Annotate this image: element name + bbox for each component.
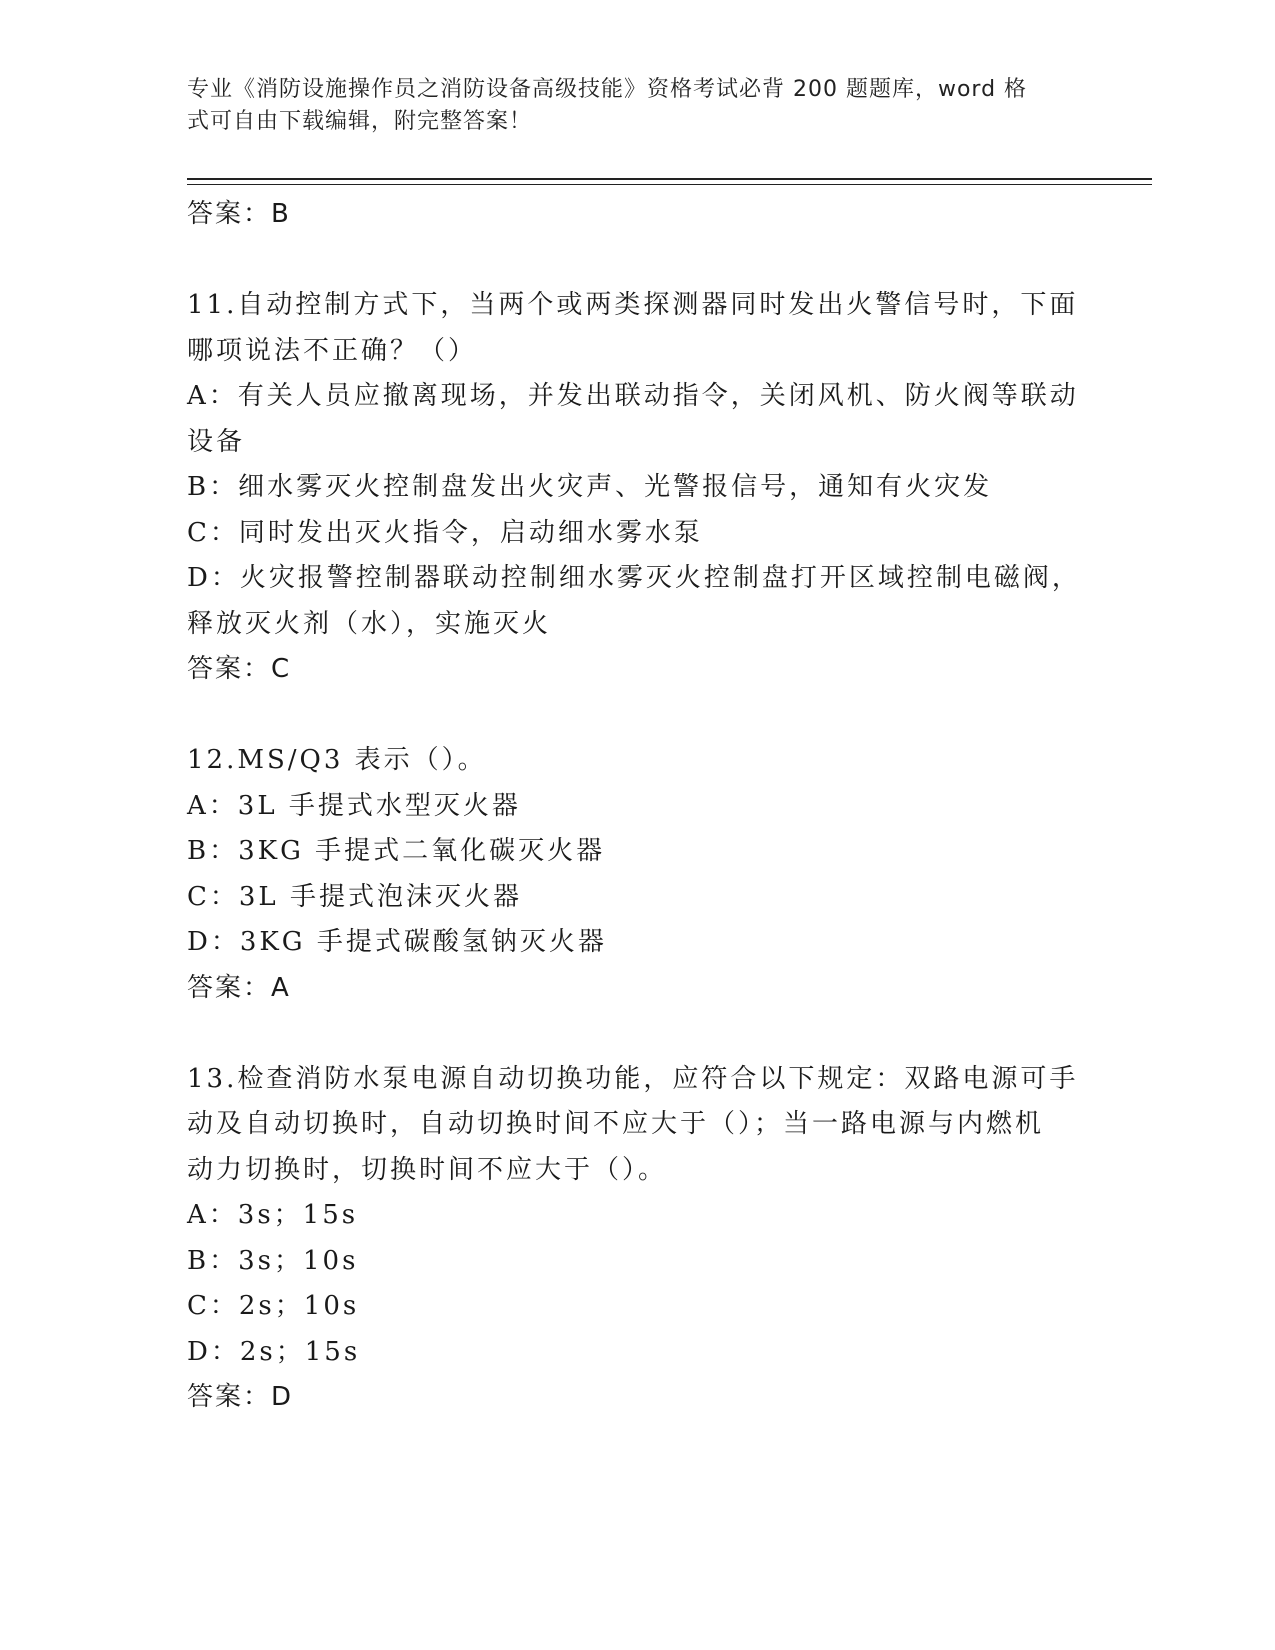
- option-c: C：3L 手提式泡沫灭火器: [187, 881, 522, 912]
- question-11: [187, 283, 1087, 693]
- question-text: 11.自动控制方式下，当两个或两类探测器同时发出火警信号时，下面: [187, 290, 1079, 320]
- spacer: [187, 693, 1087, 739]
- option-d-cont: 释放灭火剂（水），实施灭火: [187, 608, 552, 639]
- question-text: 哪项说法不正确？（）: [187, 335, 478, 366]
- header-line-2: 式可自由下载编辑，附完整答案！: [187, 109, 533, 134]
- page-header: [187, 74, 1067, 138]
- spacer: [187, 1011, 1087, 1057]
- option-a: A：3L 手提式水型灭火器: [187, 790, 521, 821]
- question-text: 13.检查消防水泵电源自动切换功能，应符合以下规定：双路电源可手: [187, 1063, 1079, 1094]
- spacer: [187, 238, 1087, 284]
- question-12: [187, 738, 1087, 1011]
- answer: 答案：D: [187, 1382, 294, 1412]
- question-13: [187, 1057, 1087, 1421]
- answer: 答案：A: [187, 972, 291, 1003]
- question-text: 动及自动切换时，自动切换时间不应大于（）；当一路电源与内燃机: [187, 1109, 1045, 1139]
- option-a-cont: 设备: [187, 426, 246, 457]
- option-a: A：3s；15s: [187, 1200, 359, 1230]
- answer: 答案：C: [187, 654, 292, 684]
- option-b: B：3s；10s: [187, 1245, 359, 1276]
- option-a: A：有关人员应撤离现场，并发出联动指令，关闭风机、防火阀等联动: [187, 381, 1079, 411]
- document-body: [187, 192, 1087, 1421]
- option-b: B：3KG 手提式二氧化碳灭火器: [187, 836, 606, 866]
- question-text: 12.MS/Q3 表示（）。: [187, 745, 487, 775]
- option-d: D：3KG 手提式碳酸氢钠灭火器: [187, 927, 607, 957]
- option-c: C：2s；10s: [187, 1291, 360, 1321]
- option-b: B：细水雾灭火控制盘发出火灾声、光警报信号，通知有火灾发: [187, 472, 993, 502]
- option-d: D：2s；15s: [187, 1336, 361, 1367]
- question-text: 动力切换时，切换时间不应大于（）。: [187, 1154, 668, 1185]
- header-line-1: 专业《消防设施操作员之消防设备高级技能》资格考试必背 200 题题库，word 格: [187, 77, 1028, 102]
- header-divider-thick: [187, 178, 1152, 180]
- header-divider-thin: [187, 184, 1152, 185]
- previous-answer: 答案：B: [187, 199, 291, 229]
- option-d: D：火灾报警控制器联动控制细水雾灭火控制盘打开区域控制电磁阀，: [187, 563, 1081, 593]
- option-c: C：同时发出灭火指令，启动细水雾水泵: [187, 517, 703, 548]
